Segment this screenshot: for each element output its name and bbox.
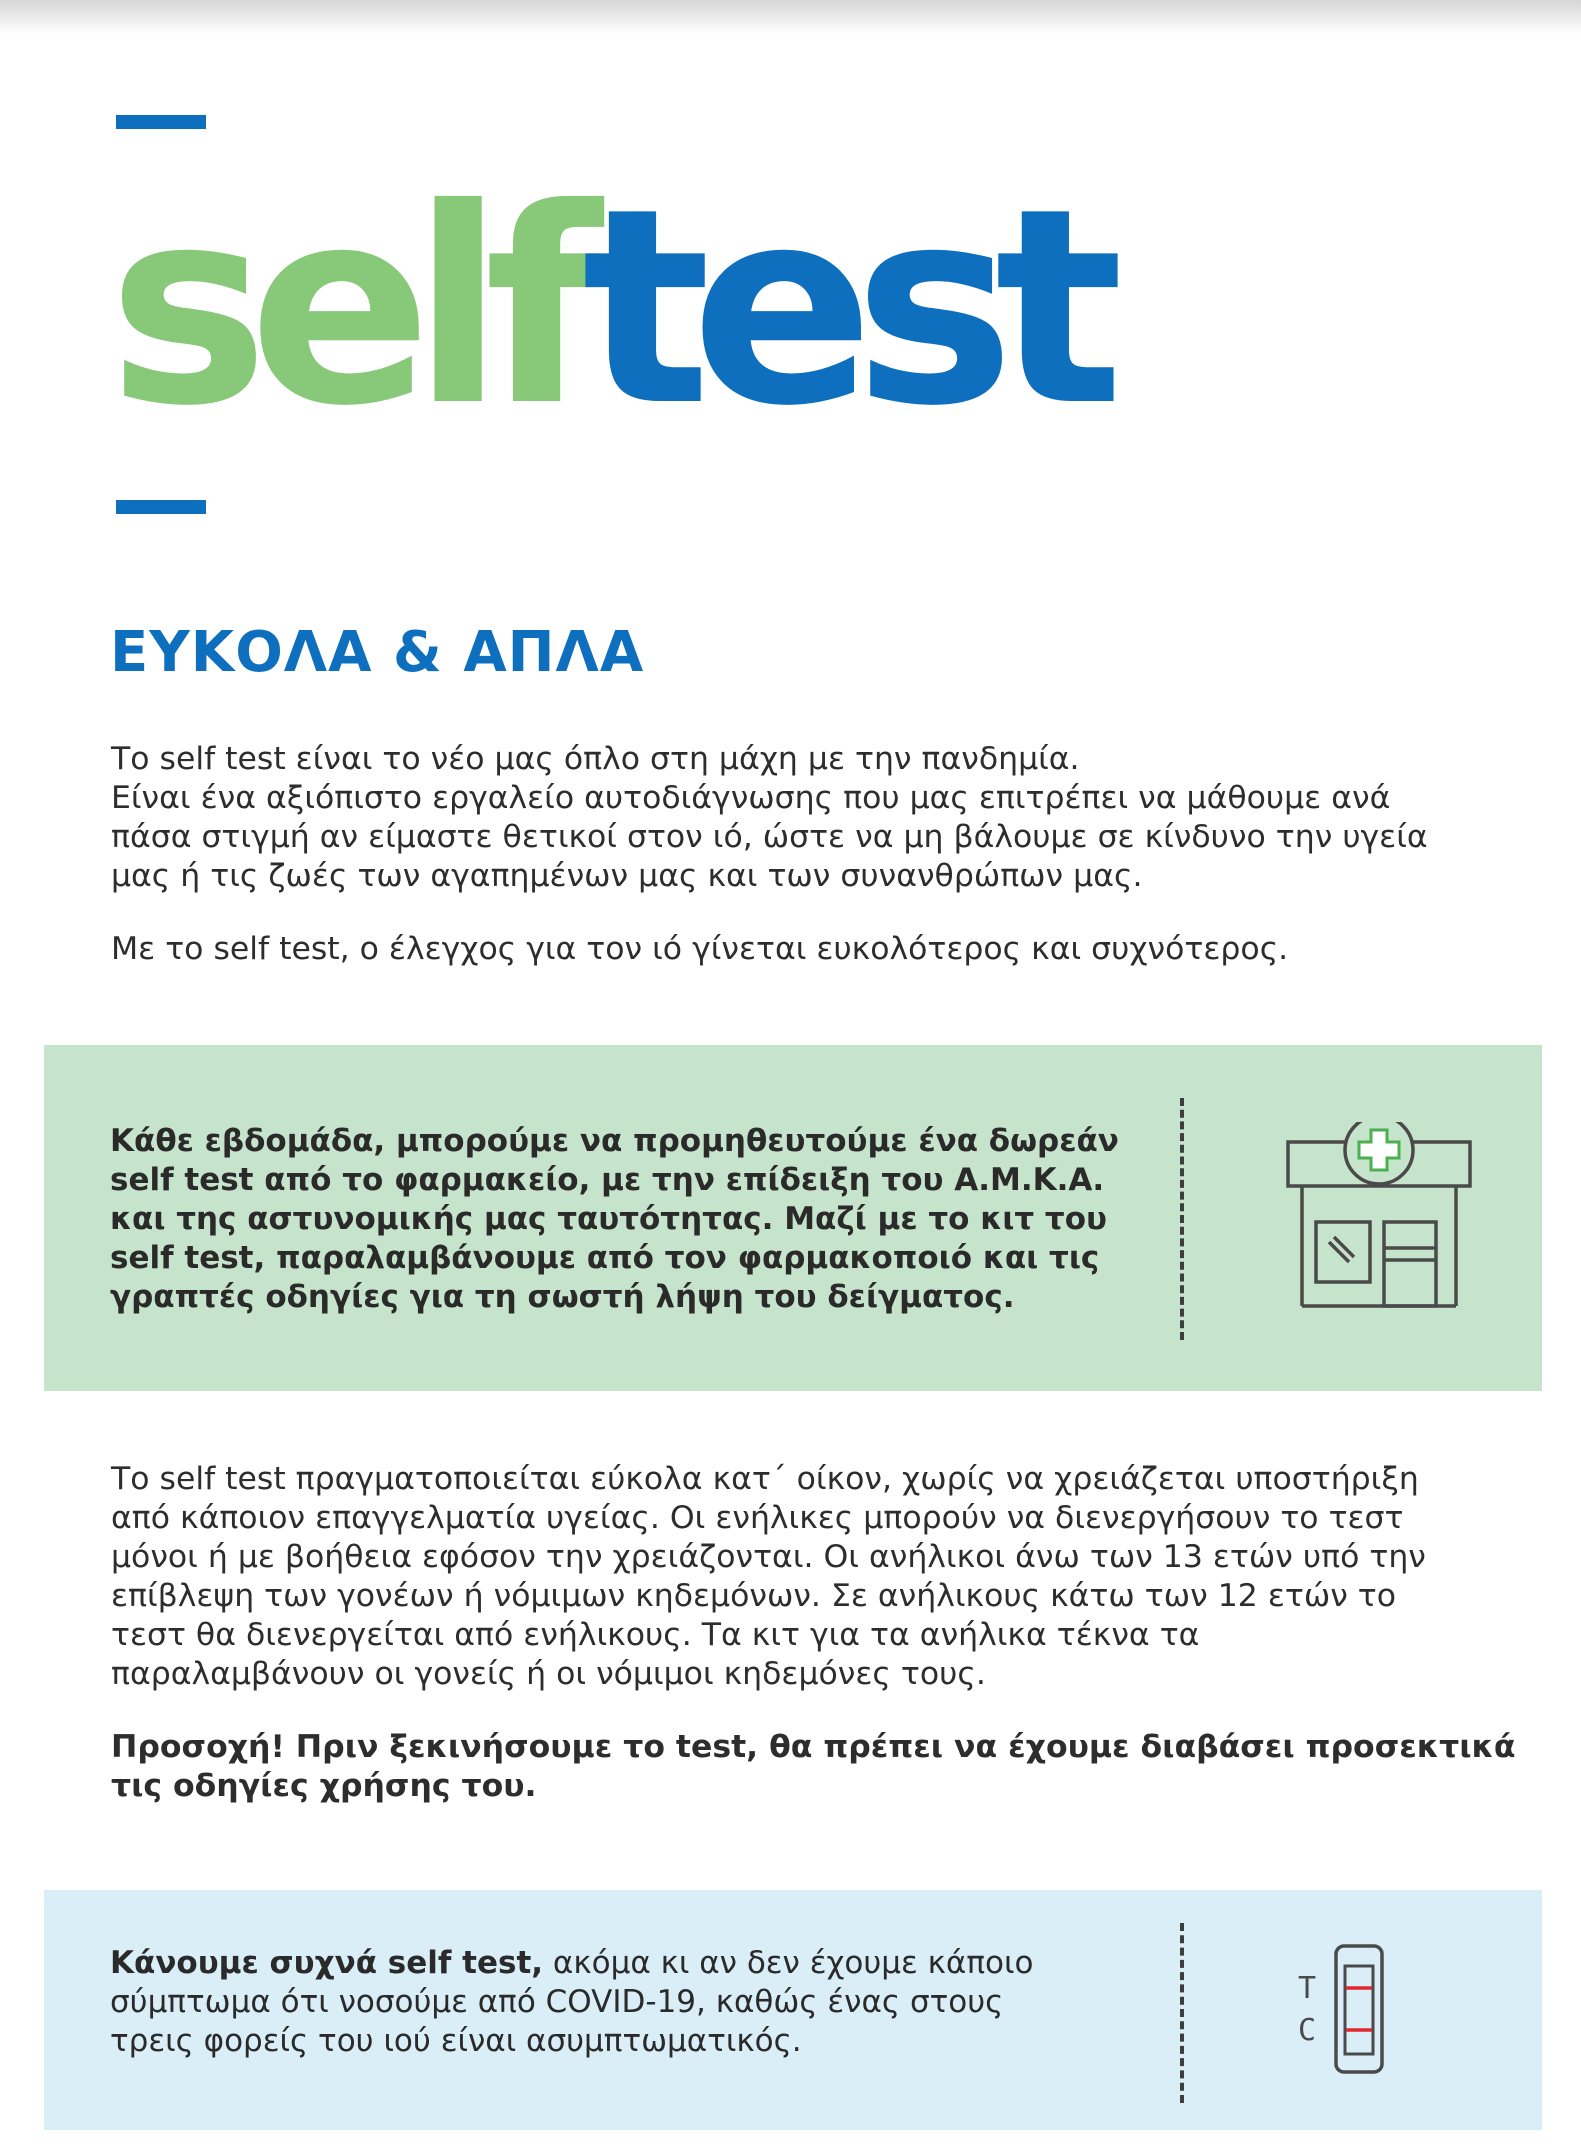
- logo-self: self: [108, 150, 582, 465]
- frequent-testing-panel: [44, 1890, 1542, 2130]
- intro-line: μας ή τις ζωές των αγαπημένων μας και των συνανθρώπων μας.: [111, 858, 1143, 894]
- warning-line: τις οδηγίες χρήσης του.: [111, 1768, 537, 1804]
- home-test-line: Το self test πραγματοποιείται εύκολα κατ΄ οίκον, χωρίς να χρειάζεται υποστήριξη: [111, 1461, 1419, 1497]
- intro-paragraph: [111, 740, 1501, 896]
- frequent-line: τρεις φορείς του ιού είναι ασυμπτωματικός.: [110, 2023, 802, 2059]
- pharmacy-line: και της αστυνομικής μας ταυτότητας. Μαζί με το κιτ του: [110, 1201, 1107, 1237]
- section-heading: ΕΥΚΟΛΑ & ΑΠΛΑ: [110, 620, 645, 685]
- warning-paragraph: [111, 1728, 1516, 1806]
- intro-paragraph-2: [111, 930, 1501, 969]
- home-test-line: επίβλεψη των γονέων ή νόμιμων κηδεμόνων. Σε ανήλικους κάτω των 12 ετών το: [111, 1578, 1397, 1614]
- pharmacy-info-text: [110, 1122, 1119, 1317]
- dashed-divider: [1180, 1923, 1184, 2103]
- home-test-line: από κάποιον επαγγελματία υγείας. Οι ενήλικες μπορούν να διενεργήσουν το τεστ: [111, 1500, 1404, 1536]
- intro-line: Είναι ένα αξιόπιστο εργαλείο αυτοδιάγνωσης που μας επιτρέπει να μάθουμε ανά: [111, 780, 1391, 816]
- pharmacy-line: Κάθε εβδομάδα, μπορούμε να προμηθευτούμε ένα δωρεάν: [110, 1123, 1119, 1159]
- top-shadow: [0, 0, 1581, 34]
- frequent-line: [110, 1944, 1033, 1983]
- test-cassette-icon: [1294, 1940, 1404, 2080]
- logo-test: test: [581, 150, 1104, 465]
- warning-line: Προσοχή! Πριν ξεκινήσουμε το test, θα πρέπει να έχουμε διαβάσει προσεκτικά: [111, 1729, 1516, 1765]
- frequent-bold: Κάνουμε συχνά self test,: [110, 1945, 544, 1981]
- frequent-testing-text: [110, 1944, 1033, 2061]
- home-test-line: μόνοι ή με βοήθεια εφόσον την χρειάζονται. Οι ανήλικοι άνω των 13 ετών υπό την: [111, 1539, 1426, 1575]
- home-test-line: παραλαμβάνουν οι γονείς ή οι νόμιμοι κηδεμόνες τους.: [111, 1656, 986, 1692]
- label-c: C: [1298, 2013, 1317, 2048]
- pharmacy-line: self test, παραλαμβάνουμε από τον φαρμακοποιό και τις: [110, 1240, 1100, 1276]
- intro-line: πάσα στιγμή αν είμαστε θετικοί στον ιό, ώστε να μη βάλουμε σε κίνδυνο την υγεία: [111, 819, 1428, 855]
- label-t: T: [1298, 1971, 1317, 2006]
- dashed-divider: [1180, 1098, 1184, 1340]
- accent-dash-top: [116, 115, 206, 129]
- home-test-paragraph: [111, 1460, 1501, 1694]
- pharmacy-line: γραπτές οδηγίες για τη σωστή λήψη του δείγματος.: [110, 1279, 1015, 1315]
- selftest-logo: [108, 150, 1104, 465]
- frequent-line: σύμπτωμα ότι νοσούμε από COVID-19, καθώς ένας στους: [110, 1984, 1004, 2020]
- frequent-rest: ακόμα κι αν δεν έχουμε κάποιο: [543, 1945, 1034, 1981]
- intro-line: Με το self test, ο έλεγχος για τον ιό γίνεται ευκολότερος και συχνότερος.: [111, 931, 1289, 967]
- home-test-line: τεστ θα διενεργείται από ενήλικους. Τα κιτ για τα ανήλικα τέκνα τα: [111, 1617, 1200, 1653]
- pharmacy-icon: [1274, 1122, 1484, 1322]
- accent-dash-bottom: [116, 500, 206, 514]
- intro-line: Το self test είναι το νέο μας όπλο στη μάχη με την πανδημία.: [111, 741, 1080, 777]
- pharmacy-info-panel: [44, 1045, 1542, 1391]
- pharmacy-line: self test από το φαρμακείο, με την επίδειξη του Α.Μ.Κ.Α.: [110, 1162, 1105, 1198]
